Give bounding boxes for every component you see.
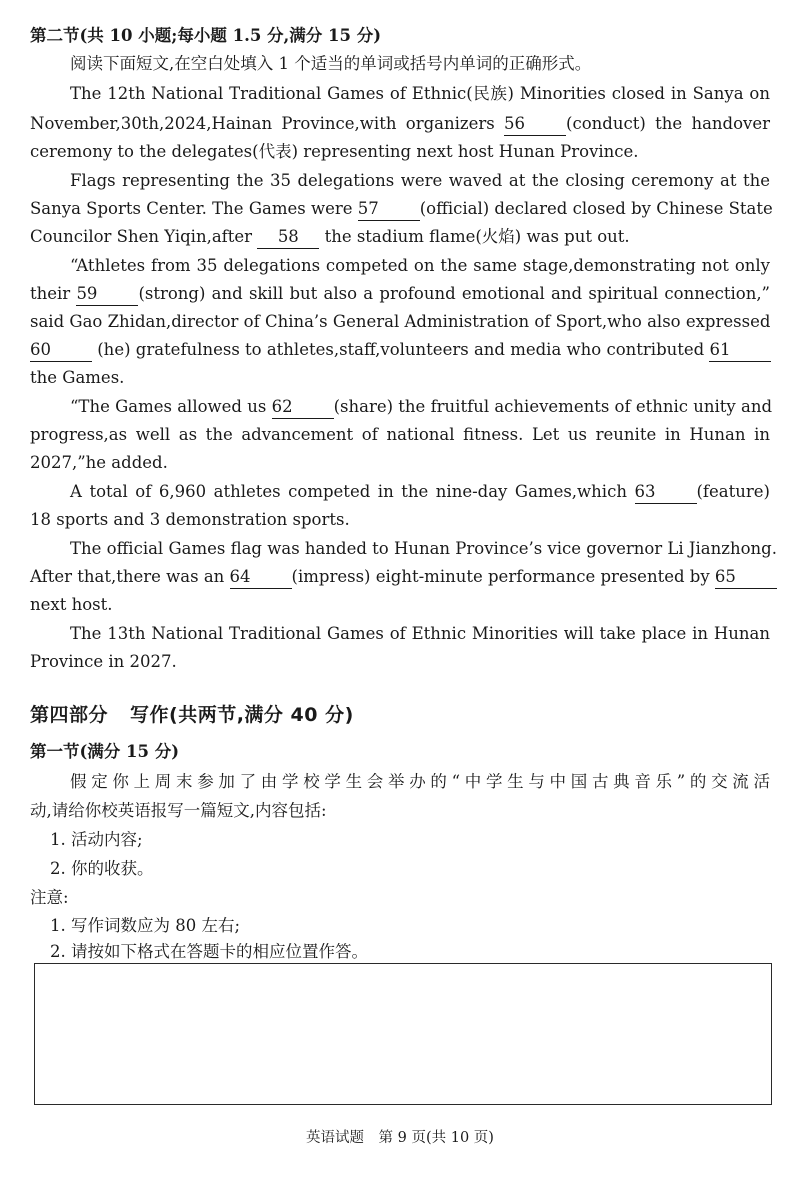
passage-line-10 [30,336,770,364]
passage-line-17: The official Games flag was handed to Hunan Province’s vice governor Li Jianzhong. [70,539,777,558]
passage-line-5 [30,195,773,223]
passage-line-3: ceremony to the delegates(代表) representing next host Hunan Province. [30,142,639,161]
text: (strong) and skill but also a profound emotional and spiritual connection,” [138,284,770,303]
section-header-text: 第二节(共 10 小题;每小题 1.5 分,满分 15 分) [30,26,382,45]
blank-65[interactable]: 65 [715,566,777,589]
passage-line-16: 18 sports and 3 demonstration sports. [30,510,350,529]
passage-line-21: Province in 2027. [30,652,177,671]
text: (impress) eight-minute performance presented by [291,567,710,586]
content-item-2: 2. 你的收获。 [50,859,154,878]
blank-60[interactable]: 60 [30,339,92,362]
text: Sanya Sports Center. The Games were [30,199,353,218]
passage-line-18 [30,563,770,591]
section-header [30,22,770,50]
blank-61[interactable]: 61 [709,339,771,362]
text: Councilor Shen Yiqin,after [30,227,253,246]
text: “The Games allowed us [70,397,267,416]
passage-line-13: progress,as well as the advancement of national fitness. Let us reunite in Hunan in [30,425,770,444]
blank-63[interactable]: 63 [635,481,697,504]
sec1-header: 第一节(满分 15 分) [30,742,180,761]
blank-62[interactable]: 62 [272,396,334,419]
note-item-2: 2. 请按如下格式在答题卡的相应位置作答。 [50,942,368,961]
text: A total of 6,960 athletes competed in the nine-day Games,which [70,482,627,501]
instruction: 阅读下面短文,在空白处填入 1 个适当的单词或括号内单词的正确形式。 [70,54,592,73]
text: the stadium flame(火焰) was put out. [324,227,630,246]
text: (share) the fruitful achievements of ethnic unity and [333,397,773,416]
part4-title-a: 第四部分 [30,704,109,726]
passage-line-9: said Gao Zhidan,director of China’s General Administration of Sport,who also expressed [30,312,771,331]
page-footer: 英语试题 第 9 页(共 10 页) [306,1130,494,1146]
passage-line-15 [70,478,770,506]
blank-64[interactable]: 64 [230,566,292,589]
passage-line-19: next host. [30,595,113,614]
text: November,30th,2024,Hainan Province,with organizers [30,114,495,133]
blank-58[interactable]: 58 [257,226,319,249]
passage-line-8 [30,280,770,308]
text: After that,there was an [30,567,225,586]
blank-59[interactable]: 59 [76,283,138,306]
passage-line-20: The 13th National Traditional Games of Ethnic Minorities will take place in Hunan [70,624,770,643]
text: (feature) [696,482,770,501]
prompt-line-2: 动,请给你校英语报写一篇短文,内容包括: [30,801,327,820]
text: (conduct) the handover [566,114,771,133]
text: (he) gratefulness to athletes,staff,volunteers and media who contributed [97,340,705,359]
passage-line-14: 2027,”he added. [30,453,168,472]
prompt-line-1: 假定你上周末参加了由学校学生会举办的“中学生与中国古典音乐”的交流活 [70,772,770,791]
answer-box[interactable] [34,963,772,1105]
passage-line-11: the Games. [30,368,125,387]
part4-title [30,700,354,727]
blank-57[interactable]: 57 [358,198,420,221]
passage-line-6 [30,223,770,251]
passage-line-7: “Athletes from 35 delegations competed on the same stage,demonstrating not only [70,256,770,275]
note-item-1: 1. 写作词数应为 80 左右; [50,916,241,935]
note-label: 注意: [30,888,69,907]
passage-line-2 [30,110,770,138]
passage-line-4: Flags representing the 35 delegations were waved at the closing ceremony at the [70,171,770,190]
blank-56[interactable]: 56 [504,113,566,136]
text: (official) declared closed by Chinese State [419,199,773,218]
passage-line-1: The 12th National Traditional Games of Ethnic(民族) Minorities closed in Sanya on [70,84,770,103]
passage-line-12 [70,393,773,421]
text: their [30,284,71,303]
content-item-1: 1. 活动内容; [50,830,143,849]
part4-title-b: 写作(共两节,满分 40 分) [130,704,354,726]
